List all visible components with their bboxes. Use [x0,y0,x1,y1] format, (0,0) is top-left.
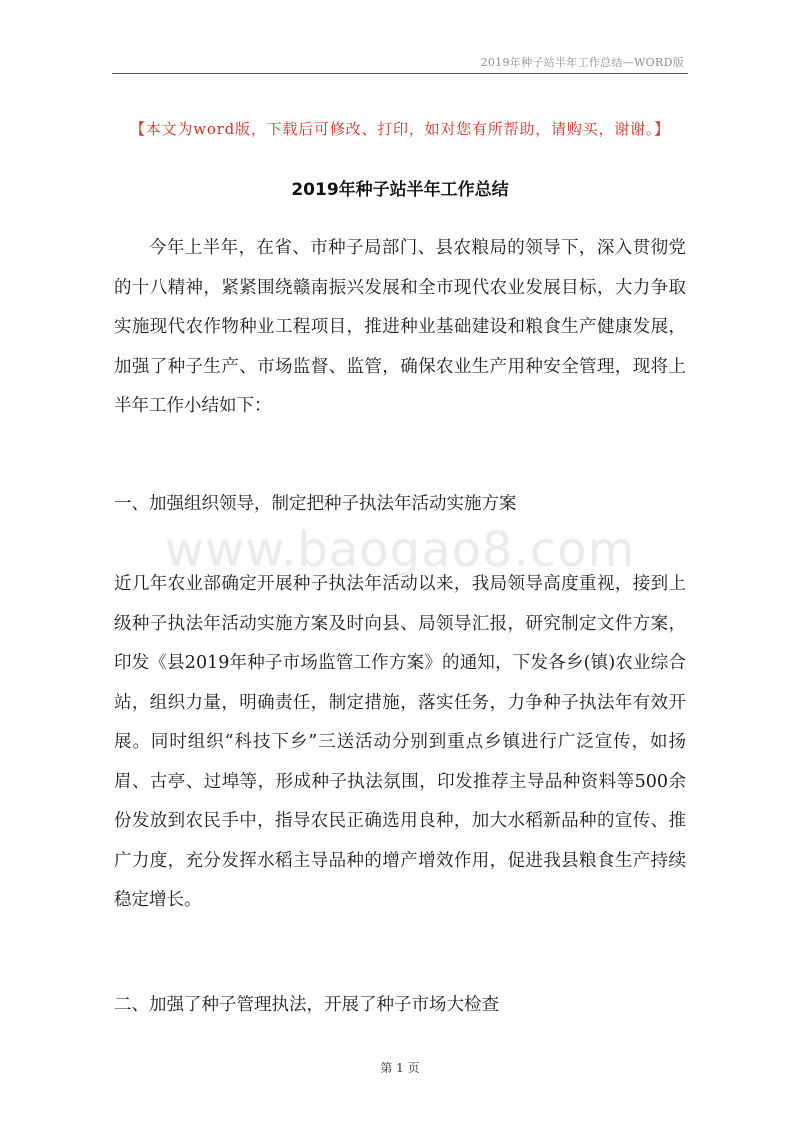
section-1-heading: 一、加强组织领导，制定把种子执法年活动实施方案 [114,494,517,514]
document-title: 2019年种子站半年工作总结 [291,180,509,200]
page-number: 第 1 页 [380,1061,420,1075]
section-2-heading: 二、加强了种子管理执法，开展了种子市场大检查 [114,995,499,1015]
purchase-notice: 【本文为word版，下载后可修改、打印，如对您有所帮助，请购买，谢谢。】 [130,120,670,138]
intro-paragraph: 今年上半年，在省、市种子局部门、县农粮局的领导下，深入贯彻党的十八精神，紧紧围绕赣南振兴发展和全市现代农业发展目标，大力争取实施现代农作物种业工程项目，推进种业基础建设和粮食生产健康发展，加强了种子生产、市场监督、监管，确保农业生产用种安全管理，现将上半年工作小结如下： [114,238,686,416]
section-1-paragraph: 近几年农业部确定开展种子执法年活动以来，我局领导高度重视，接到上级种子执法年活动实施方案及时向县、局领导汇报，研究制定文件方案，印发《县2019年种子市场监管工作方案》的通知，下发各乡(镇)农业综合站，组织力量，明确责任，制定措施，落实任务，力争种子执法年有效开展。同时组织“科技下乡”三送活动分别到重点乡镇进行广泛宣传，如扬眉、古亭、过埠等，形成种子执法氛围，印发推荐主导品种资料等500余份发放到农民手中，指导农民正确选用良种，加大水稻新品种的宣传、推广力度，充分发挥水稻主导品种的增产增效作用，促进我县粮食生产持续稳定增长。 [114,574,686,910]
running-header: 2019年种子站半年工作总结—WORD版 [480,56,684,69]
watermark: www.baogao8.com [164,522,636,578]
header-divider [112,73,688,74]
